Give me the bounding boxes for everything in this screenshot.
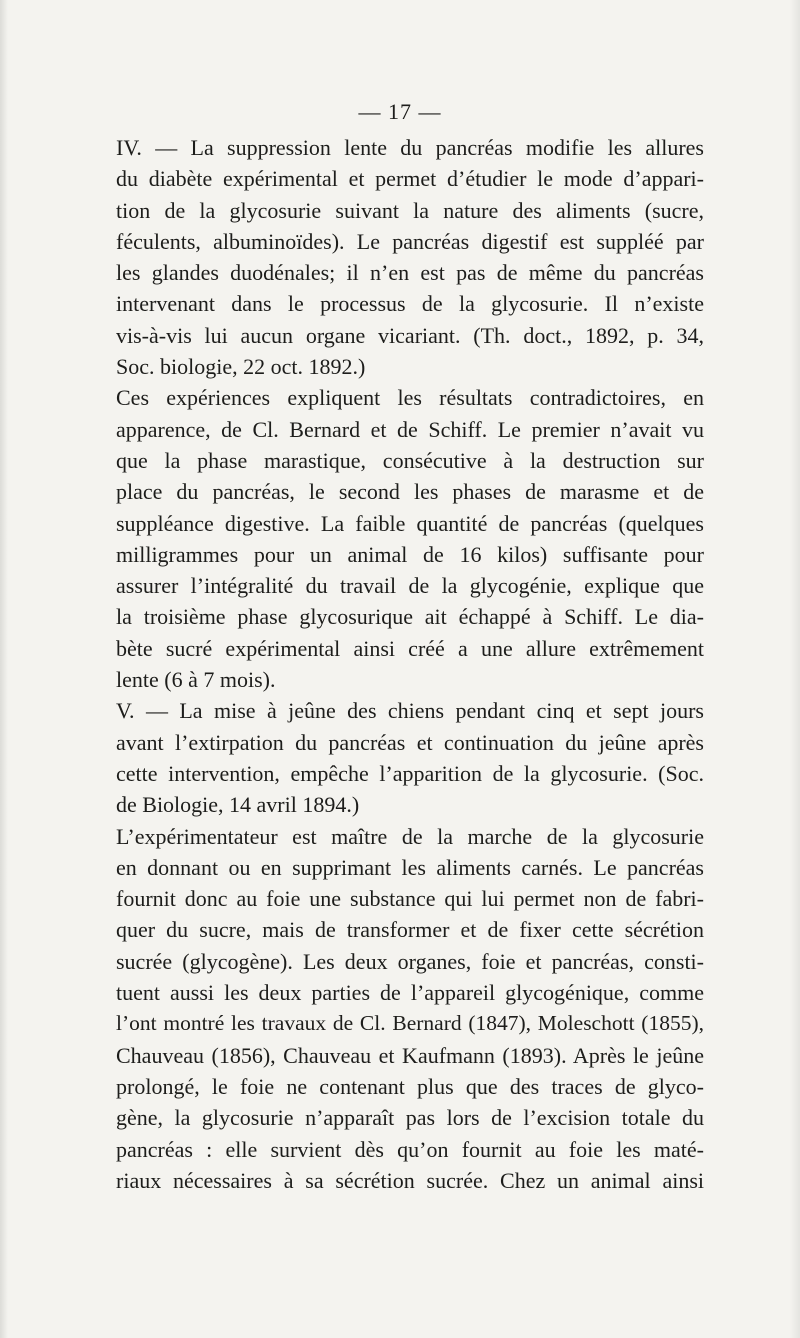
- page-right-edge: [790, 0, 800, 1338]
- text-line: milligrammes pour un animal de 16 kilos) suffisante pour: [116, 541, 704, 567]
- text-line: en donnant ou en supprimant les aliments carnés. Le pancréas: [116, 854, 704, 880]
- text-line: l’ont montré les travaux de Cl. Bernard (1847), Moleschott (1855),: [116, 1011, 704, 1036]
- text-line: la troisième phase glycosurique ait échappé à Schiff. Le dia-: [116, 604, 704, 630]
- text-line: quer du sucre, mais de transformer et de fixer cette sécrétion: [116, 917, 704, 943]
- page-left-edge: [0, 0, 8, 1338]
- text-line: que la phase marastique, consécutive à la destruction sur: [116, 447, 704, 473]
- page-number: — 17 —: [358, 99, 442, 124]
- text-line: riaux nécessaires à sa sécrétion sucrée. Chez un animal ainsi: [116, 1167, 704, 1193]
- text-line: tion de la glycosurie suivant la nature des aliments (sucre,: [116, 197, 704, 223]
- text-line: pancréas : elle survient dès qu’on fournit au foie les maté-: [116, 1136, 704, 1162]
- text-line: de Biologie, 14 avril 1894.): [116, 792, 360, 818]
- text-line: place du pancréas, le second les phases de marasme et de: [116, 479, 704, 505]
- text-line: intervenant dans le processus de la glycosurie. Il n’existe: [116, 291, 704, 317]
- text-line: féculents, albuminoïdes). Le pancréas digestif est suppléé par: [116, 228, 704, 254]
- text-line: vis-à-vis lui aucun organe vicariant. (Th. doct., 1892, p. 34,: [116, 322, 704, 348]
- text-line: L’expérimentateur est maître de la marche de la glycosurie: [116, 823, 704, 849]
- body-text: [116, 132, 704, 1196]
- text-line: du diabète expérimental et permet d’étudier le mode d’appari-: [116, 166, 704, 192]
- text-line: lente (6 à 7 mois).: [116, 667, 276, 693]
- text-line: Soc. biologie, 22 oct. 1892.): [116, 354, 366, 380]
- text-line: V. — La mise à jeûne des chiens pendant cinq et sept jours: [116, 698, 704, 724]
- text-line: gène, la glycosurie n’apparaît pas lors de l’excision totale du: [116, 1105, 704, 1131]
- text-line: cette intervention, empêche l’apparition de la glycosurie. (Soc.: [116, 760, 704, 786]
- text-line: bète sucré expérimental ainsi créé a une allure extrêmement: [116, 635, 704, 661]
- text-line: Ces expériences expliquent les résultats contradictoires, en: [116, 385, 704, 411]
- text-line: tuent aussi les deux parties de l’appareil glycogénique, comme: [116, 980, 704, 1006]
- text-line: assurer l’intégralité du travail de la glycogénie, explique que: [116, 573, 704, 599]
- text-line: sucrée (glycogène). Les deux organes, foie et pancréas, consti-: [116, 948, 704, 974]
- text-line: prolongé, le foie ne contenant plus que des traces de glyco-: [116, 1073, 704, 1099]
- text-line: IV. — La suppression lente du pancréas modifie les allures: [116, 135, 704, 160]
- text-line: suppléance digestive. La faible quantité de pancréas (quelques: [116, 510, 704, 536]
- text-line: les glandes duodénales; il n’en est pas de même du pancréas: [116, 260, 704, 286]
- text-line: avant l’extirpation du pancréas et continuation du jeûne après: [116, 729, 704, 755]
- text-line: fournit donc au foie une substance qui lui permet non de fabri-: [116, 886, 704, 912]
- text-line: Chauveau (1856), Chauveau et Kaufmann (1893). Après le jeûne: [116, 1042, 704, 1068]
- text-line: apparence, de Cl. Bernard et de Schiff. Le premier n’avait vu: [116, 416, 704, 442]
